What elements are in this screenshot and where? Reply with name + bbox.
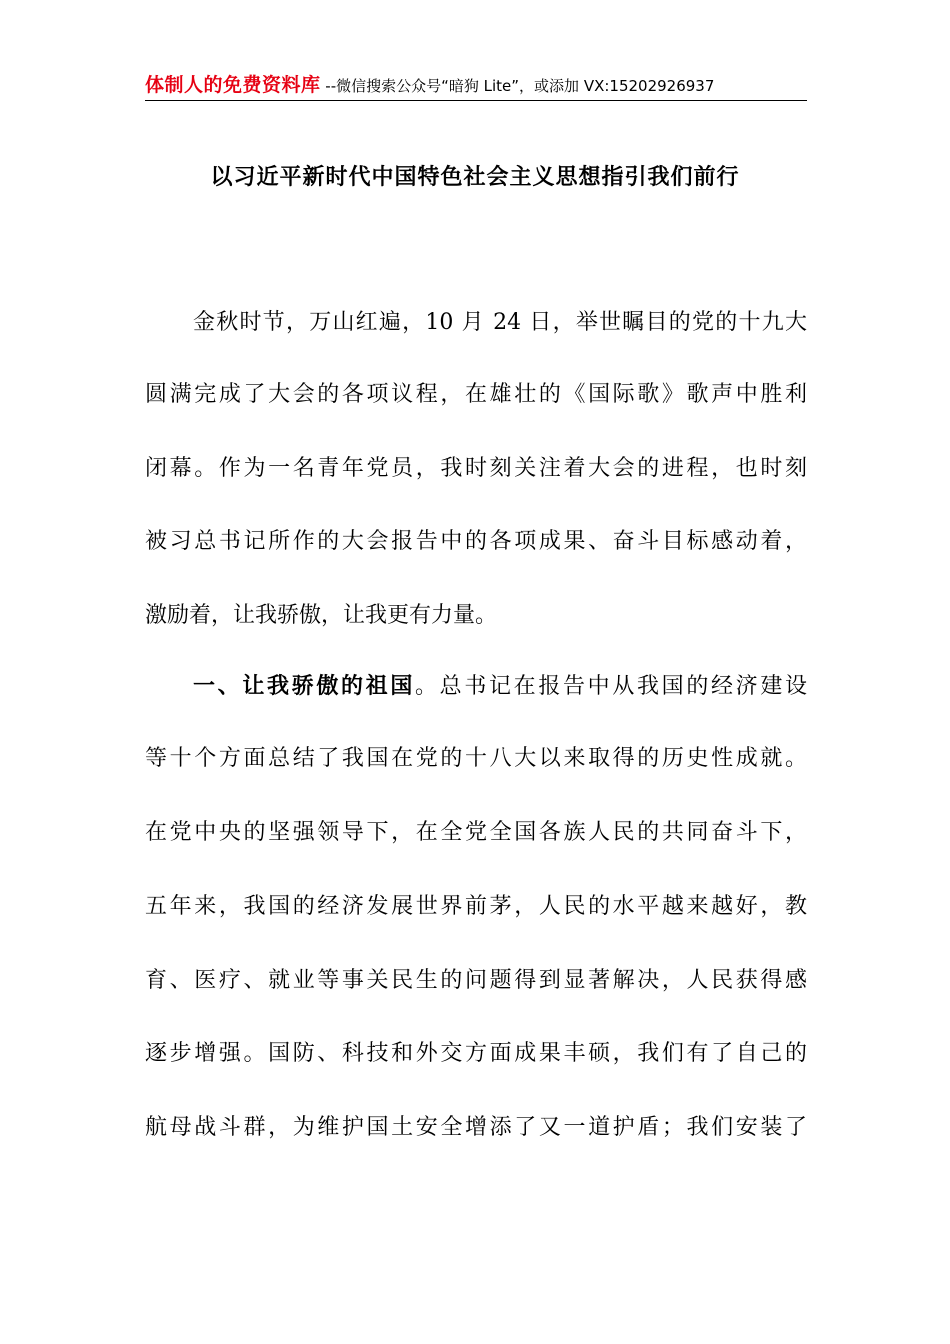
header-brand: 体制人的免费资料库: [145, 74, 321, 96]
paragraph-line: 金秋时节，万山红遍，10 月 24 日，举世瞩目的党的十九大: [193, 310, 807, 335]
paragraph-line: 航母战斗群，为维护国土安全增添了又一道护盾；我们安装了: [145, 1115, 807, 1140]
paragraph-line: 在党中央的坚强领导下，在全党全国各族人民的共同奋斗下，: [145, 820, 807, 845]
section-heading: 一、让我骄傲的祖国: [193, 674, 415, 699]
paragraph-text: 。总书记在报告中从我国的经济建设: [415, 674, 807, 699]
paragraph-line: 育、医疗、就业等事关民生的问题得到显著解决，人民获得感: [145, 968, 807, 993]
paragraph-line: 被习总书记所作的大会报告中的各项成果、奋斗目标感动着，: [145, 529, 807, 554]
paragraph-line: 逐步增强。国防、科技和外交方面成果丰硕，我们有了自己的: [145, 1041, 807, 1066]
watermark-header: [145, 70, 807, 101]
paragraph-line: 激励着，让我骄傲，让我更有力量。: [145, 603, 498, 628]
header-subtitle: --微信搜索公众号“暗狗 Lite”，或添加 VX:15202926937: [320, 77, 715, 95]
paragraph-line: 五年来，我国的经济发展世界前茅，人民的水平越来越好，教: [145, 894, 807, 919]
paragraph-line: 等十个方面总结了我国在党的十八大以来取得的历史性成就。: [145, 746, 807, 771]
paragraph-line: 圆满完成了大会的各项议程，在雄壮的《国际歌》歌声中胜利: [145, 382, 807, 407]
paragraph-line: 闭幕。作为一名青年党员，我时刻关注着大会的进程，也时刻: [145, 456, 807, 481]
paragraph-line: [193, 672, 807, 702]
document-title: 以习近平新时代中国特色社会主义思想指引我们前行: [210, 165, 740, 190]
